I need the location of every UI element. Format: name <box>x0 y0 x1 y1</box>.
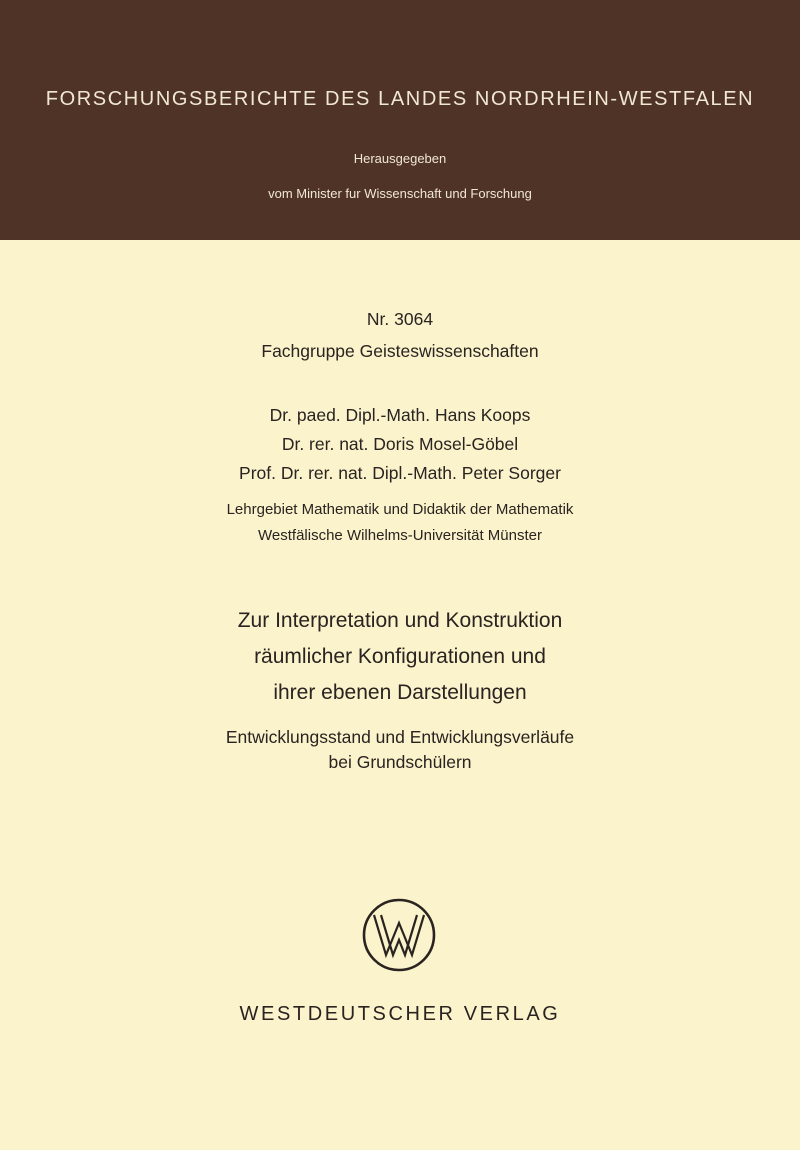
subtitle-line2: bei Grundschülern <box>328 752 472 772</box>
author-1: Dr. paed. Dipl.-Math. Hans Koops <box>269 405 531 425</box>
publisher-name: WESTDEUTSCHER VERLAG <box>239 1003 561 1025</box>
title-line3: ihrer ebenen Darstellungen <box>273 681 527 704</box>
report-number: Nr. 3064 <box>366 309 434 329</box>
header-band <box>0 0 800 240</box>
title-line1: Zur Interpretation und Konstruktion <box>237 609 563 632</box>
subtitle-line1: Entwicklungsstand und Entwicklungsverläufe <box>225 727 575 747</box>
author-2: Dr. rer. nat. Doris Mosel-Göbel <box>281 434 519 454</box>
series-title: FORSCHUNGSBERICHTE DES LANDES NORDRHEIN-WESTFALEN <box>45 88 755 110</box>
editor-note-line2: vom Minister fur Wissenschaft und Forschung <box>268 186 532 201</box>
affiliation-line1: Lehrgebiet Mathematik und Didaktik der Mathematik <box>226 501 574 518</box>
editor-note-line1: Herausgegeben <box>353 151 447 166</box>
subject-group: Fachgruppe Geisteswissenschaften <box>261 341 539 361</box>
author-3: Prof. Dr. rer. nat. Dipl.-Math. Peter Sorger <box>239 463 561 483</box>
affiliation-line2: Westfälische Wilhelms-Universität Münster <box>258 527 542 544</box>
ww-logo-icon <box>361 897 437 973</box>
title-line2: räumlicher Konfigurationen und <box>254 645 546 668</box>
